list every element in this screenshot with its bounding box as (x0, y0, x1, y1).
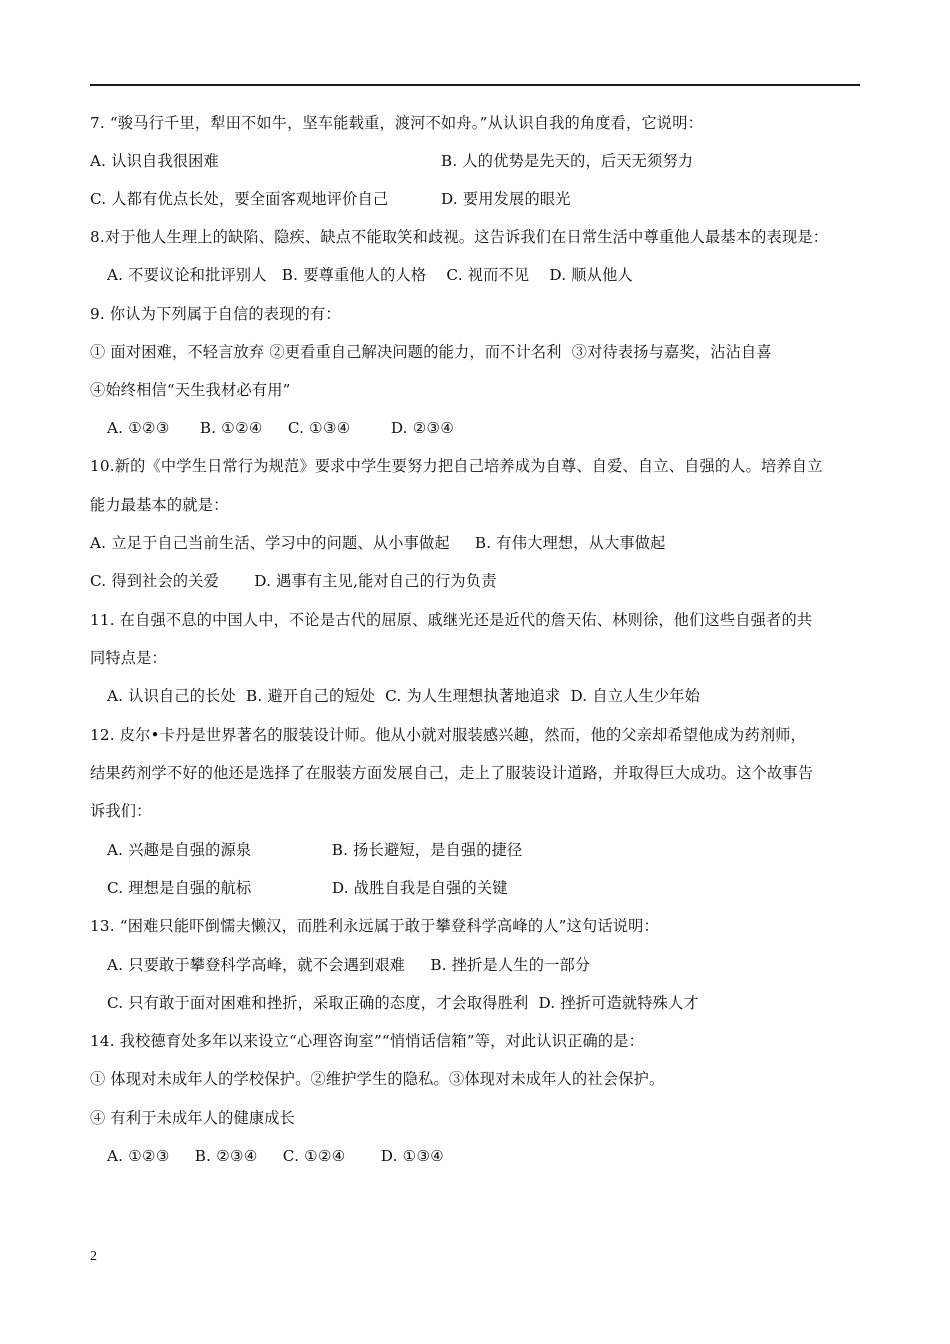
question-9-items-1: ① 面对困难，不轻言放弃 ②更看重自己解决问题的能力，而不计名利 ③对待表扬与嘉奖，沾沾自喜 (90, 343, 772, 361)
question-7-option-d: D. 要用发展的眼光 (441, 190, 571, 208)
question-9-items-2: ④始终相信“天生我材必有用” (90, 381, 291, 399)
question-10-stem-1: 10.新的《中学生日常行为规范》要求中学生要努力把自己培养成为自尊、自爱、自立、自强的人。培养自立 (90, 457, 823, 475)
question-14-items-1: ① 体现对未成年人的学校保护。②维护学生的隐私。③体现对未成年人的社会保护。 (90, 1070, 665, 1088)
question-14-options: A. ①②③ B. ②③④ C. ①②④ D. ①③④ (107, 1147, 445, 1165)
question-12-stem-3: 诉我们： (90, 802, 152, 820)
question-9-stem: 9. 你认为下列属于自信的表现的有： (90, 305, 341, 323)
question-11-stem-2: 同特点是： (90, 649, 167, 667)
question-10-options-1: A. 立足于自己当前生活、学习中的问题、从小事做起 B. 有伟大理想，从大事做起 (90, 534, 666, 552)
question-14-items-2: ④ 有利于未成年人的健康成长 (90, 1109, 296, 1127)
question-11-options: A. 认识自己的长处 B. 避开自己的短处 C. 为人生理想执著地追求 D. 自立人生少年始 (107, 687, 701, 705)
question-7-option-a: A. 认识自我很困难 (90, 152, 219, 170)
question-8-stem: 8.对于他人生理上的缺陷、隐疾、缺点不能取笑和歧视。这告诉我们在日常生活中尊重他人最基本的表现是： (90, 228, 829, 246)
question-12-options-2: C. 理想是自强的航标 D. 战胜自我是自强的关键 (107, 879, 508, 897)
question-14-stem: 14. 我校德育处多年以来设立“心理咨询室”“悄悄话信箱”等，对此认识正确的是： (90, 1032, 645, 1050)
question-8-options: A. 不要议论和批评别人 B. 要尊重他人的人格 C. 视而不见 D. 顺从他人 (107, 266, 633, 284)
question-11-stem-1: 11. 在自强不息的中国人中，不论是古代的屈原、戚继光还是近代的詹天佑、林则徐，他们这些自强者的共 (90, 611, 813, 629)
question-12-stem-1: 12. 皮尔•卡丹是世界著名的服装设计师。他从小就对服装感兴趣，然而，他的父亲却希望他成为药剂师， (90, 726, 806, 744)
question-10-options-2: C. 得到社会的关爱 D. 遇事有主见,能对自己的行为负责 (90, 572, 497, 590)
question-12-stem-2: 结果药剂学不好的他还是选择了在服装方面发展自己，走上了服装设计道路，并取得巨大成功。这个故事告 (90, 764, 814, 782)
question-13-stem: 13. “困难只能吓倒懦夫懒汉，而胜利永远属于敢于攀登科学高峰的人”这句话说明： (90, 917, 659, 935)
question-13-options-2: C. 只有敢于面对困难和挫折，采取正确的态度，才会取得胜利 D. 挫折可造就特殊人才 (107, 994, 699, 1012)
question-7-option-c: C. 人都有优点长处，要全面客观地评价自己 (90, 190, 389, 208)
question-13-options-1: A. 只要敢于攀登科学高峰，就不会遇到艰难 B. 挫折是人生的一部分 (107, 956, 591, 974)
question-7-option-b: B. 人的优势是先天的，后天无须努力 (441, 152, 694, 170)
question-7-stem: 7. “骏马行千里，犁田不如牛，坚车能载重，渡河不如舟。”从认识自我的角度看，它说明： (90, 114, 703, 132)
question-12-options-1: A. 兴趣是自强的源泉 B. 扬长避短，是自强的捷径 (107, 841, 523, 859)
question-9-options: A. ①②③ B. ①②④ C. ①③④ D. ②③④ (107, 419, 455, 437)
header-rule (90, 84, 860, 86)
page-number: 2 (90, 1249, 97, 1264)
question-10-stem-2: 能力最基本的就是： (90, 496, 229, 514)
